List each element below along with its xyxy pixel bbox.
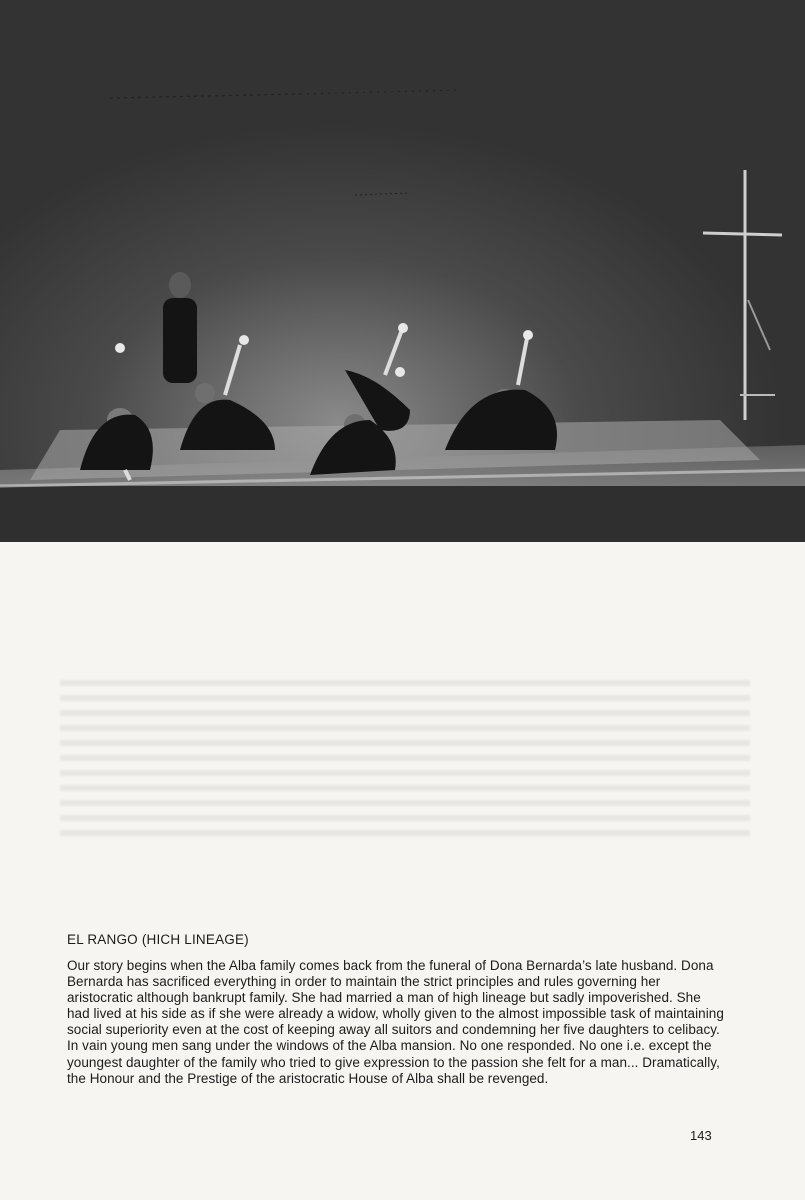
- show-through-text: [60, 680, 750, 840]
- stage-photo: [0, 0, 805, 542]
- article-heading: EL RANGO (HICH LINEAGE): [67, 932, 249, 947]
- page-number: 143: [690, 1128, 712, 1143]
- article-body: Our story begins when the Alba family comes back from the funeral of Dona Bernarda’s late husband. Dona Bernarda has sacrificed everything in order to maintain the strict principles and rules governing her aristocratic although bankrupt family. She had married a man of high lineage but sadly impoverished. She had lived at his side as if she were already a widow, wholly given to the almost impossible task of maintaining social superiority even at the cost of keeping away all suitors and condemning her five daughters to celibacy. In vain young men sang under the windows of the Alba mansion. No one responded. No one i.e. except the youngest daughter of the family who tried to give expression to the passion she felt for a man... Dramatically, the Honour and the Prestige of the aristocratic House of Alba shall be revenged.: [67, 958, 724, 1086]
- stage-photo-image: [0, 0, 805, 542]
- article: [67, 932, 727, 1087]
